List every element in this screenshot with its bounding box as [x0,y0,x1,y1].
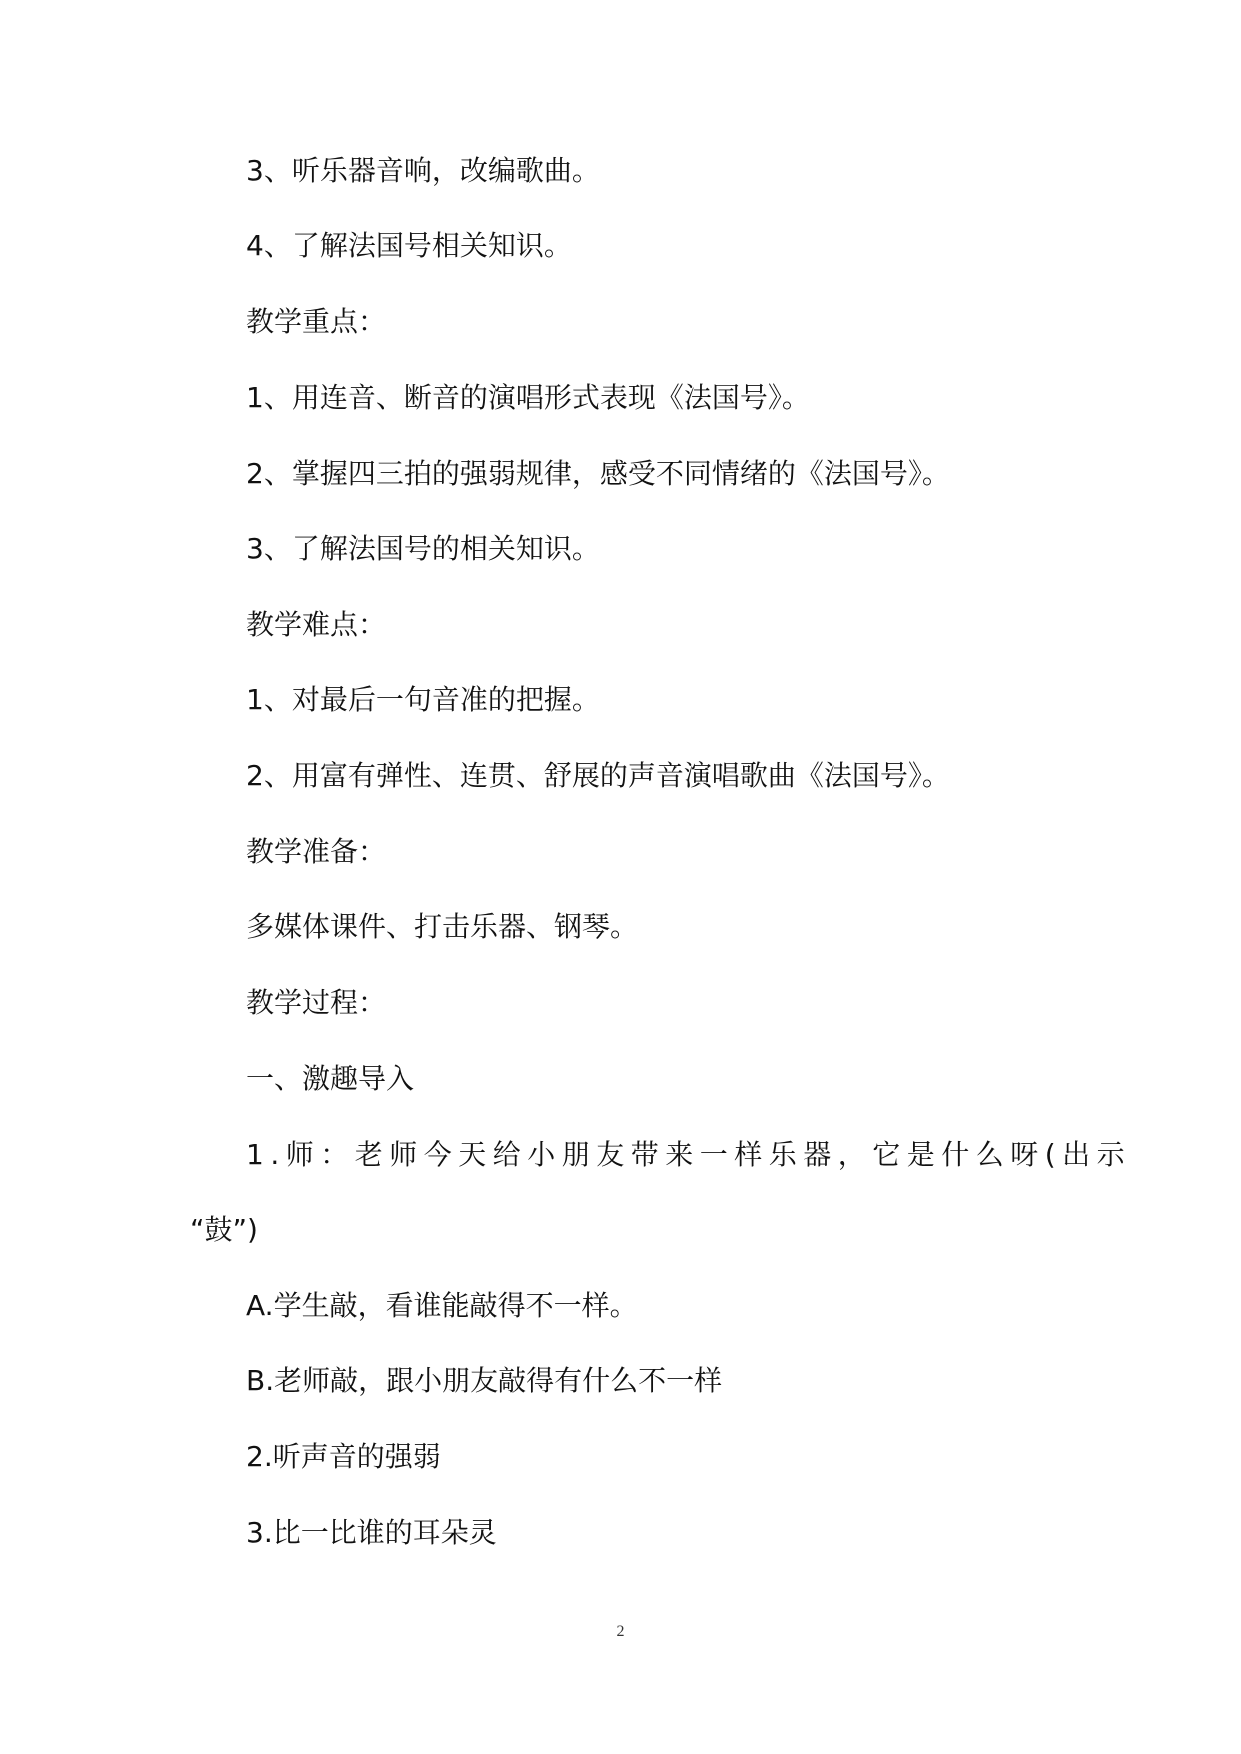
paragraph-step-2: 2.听声音的强弱 [246,1440,441,1473]
page-number: 2 [616,1623,625,1640]
heading-difficulties: 教学难点： [246,608,387,641]
paragraph-step-3: 3.比一比谁的耳朵灵 [246,1516,497,1549]
heading-process: 教学过程： [246,986,387,1019]
paragraph-difficulty-1: 1、对最后一句音准的把握。 [246,683,600,716]
heading-key-points: 教学重点： [246,305,387,338]
paragraph-step-1: 1.师：老师今天给小朋友带来一样乐器，它是什么呀(出示 [246,1138,1132,1171]
paragraph-objective-4: 4、了解法国号相关知识。 [246,229,572,262]
heading-section-1: 一、激趣导入 [246,1062,415,1095]
paragraph-key-point-1: 1、用连音、断音的演唱形式表现《法国号》。 [246,381,810,414]
paragraph-step-1a: A.学生敲，看谁能敲得不一样。 [246,1289,638,1322]
paragraph-key-point-3: 3、了解法国号的相关知识。 [246,532,600,565]
heading-preparation: 教学准备： [246,835,387,868]
paragraph-difficulty-2: 2、用富有弹性、连贯、舒展的声音演唱歌曲《法国号》。 [246,759,950,792]
paragraph-step-1-continued: “鼓”) [190,1213,258,1246]
paragraph-key-point-2: 2、掌握四三拍的强弱规律，感受不同情绪的《法国号》。 [246,457,950,490]
paragraph-objective-3: 3、听乐器音响，改编歌曲。 [246,154,600,187]
paragraph-step-1b: B.老师敲，跟小朋友敲得有什么不一样 [246,1364,723,1397]
paragraph-preparation: 多媒体课件、打击乐器、钢琴。 [246,910,639,943]
